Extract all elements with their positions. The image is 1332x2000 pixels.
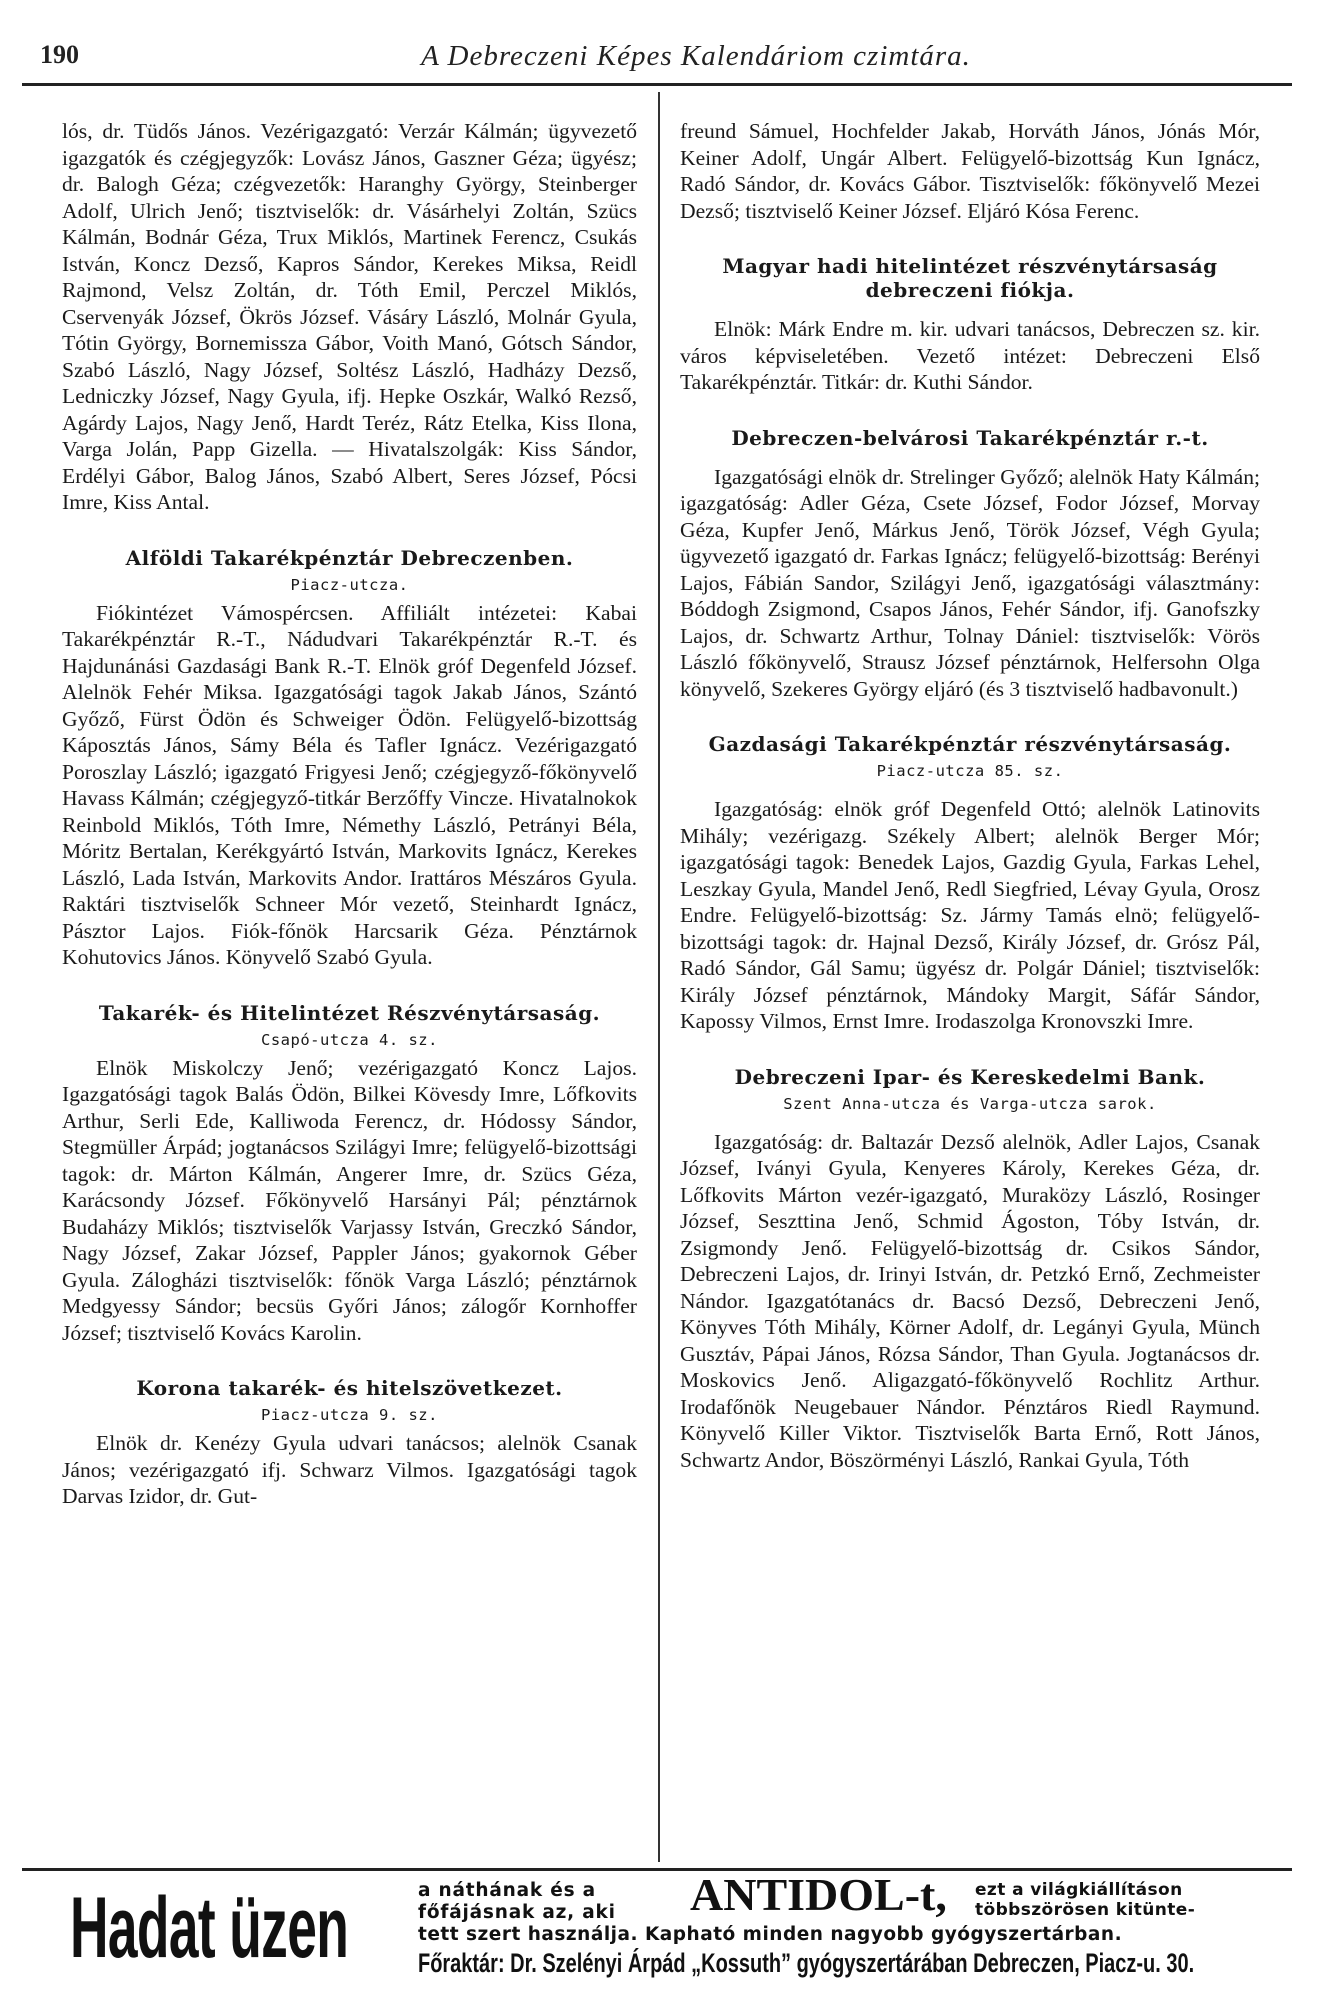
continuation-paragraph: freund Sámuel, Hochfelder Jakab, Horváth János, Jónás Mór, Keiner Adolf, Ungár Albert. Felügyelő-bizottság Kun Ignácz, Radó Sándor, dr. Kovács Gábor. Tisztviselők: főkönyvelő Mezei Dezső; tisztviselő Keiner József. Eljáró Kósa Ferenc. [680, 119, 1260, 223]
section-text: Fiókintézet Vámospércsen. Affiliált intézetei: Kabai Takarékpénztár R.-T., Nádudvari Takarékpénztár R.-T. és Hajdunánási Gazdasági Bank R.-T. Elnök gróf Degenfeld József. Alelnök Fehér Miksa. Igazgatósági tagok Jakab János, Szántó Győző, Fürst Ödön és Schweiger Ödön. Felügyelő-bizottság Káposztás János, Sámy Béla és Tafler Ignácz. Vezérigazgató Poroszlay László; igazgató Frigyesi Jenő; czégjegyző-főkönyvelő Havass Kálmán; czégjegyző-titkár Berzőffy Vincze. Hivatalnokok Reinbold Miklós, Tóth Imre, Némethy László, Petrányi Béla, Móritz Bertalan, Kerékgyártó István, Markovits Ignácz, Kerekes László, Lada István, Markovits Andor. Irattáros Mészáros Gyula. Raktári tisztviselők Schneer Mór vezető, Steinhardt Ignácz, Pásztor Lajos. Fiók-főnök Harcsarik Géza. Pénztárnok Kohutovics János. Könyvelő Szabó Gyula. [62, 600, 637, 969]
section-title: Debreczen-belvárosi Takarékpénztár r.-t. [731, 425, 1209, 450]
ad-text-left [418, 1880, 658, 1924]
ad-depot-address: Főraktár: Dr. Szelényi Árpád „Kossuth” gyógyszertárában Debreczen, Piacz-u. 30. [418, 1948, 1195, 1978]
page-number: 190 [40, 40, 79, 69]
section-magyar-hadi-hitelintezet [680, 254, 1260, 396]
section-belvarosi-takarekpenztar [680, 426, 1260, 703]
section-address: Piacz-utcza 9. sz. [261, 1406, 438, 1424]
ad-line-2: főfájásnak az, aki [418, 1902, 616, 1923]
section-title: Gazdasági Takarékpénztár részvénytársaság. [708, 732, 1232, 756]
section-title: Korona takarék- és hitelszövetkezet. [136, 1376, 563, 1400]
header-rule [22, 83, 1292, 86]
section-text: Igazgatóság: dr. Baltazár Dezső alelnök, Adler Lajos, Csanak József, Iványi Gyula, Kenyeres Károly, Kerekes Géza, dr. Lőfkovits Márton vezér-igazgató, Muraközy László, Rosinger József, Seszttina Jenő, Schmid Ágoston, Tóby István, dr. Zsigmondy Jenő. Felügyelő-bizottság dr. Csikos Sándor, Debreczeni Lajos, dr. Irinyi István, dr. Petzkó Ernő, Zechmeister Nándor. Igazgatótanács dr. Bacsó Dezső, Debreczeni Jenő, Könyves Tóth Mihály, Körner Adolf, dr. Legányi Gyula, Münch Gusztáv, Pápai János, Rózsa Sándor, Than Gyula. Jogtanácsos dr. Moskovics Jenő. Aligazgató-főkönyvelő Rochlitz Arthur. Irodafőnök Neugebauer Nándor. Pénztáros Riedl Raymund. Könyvelő Killer Viktor. Tisztviselők Barta Ernő, Rott János, Schwartz Andor, Böszörményi László, Rankai Gyula, Tóth [680, 1129, 1260, 1472]
section-title: Takarék- és Hitelintézet Részvénytársaság. [98, 1000, 601, 1025]
section-ipar-es-kereskedelmi-bank [680, 1065, 1260, 1474]
section-address: Piacz-utcza 85. sz. [876, 762, 1064, 780]
section-text: Igazgatóság: elnök gróf Degenfeld Ottó; alelnök Latinovits Mihály; vezérigazg. Székely Albert; alelnök Berger Mór; igazgatósági tagok: Benedek Lajos, Gazdig Gyula, Farkas Lehel, Leszkay Gyula, Mandel Jenő, Redl Siegfried, Lévay Gyula, Orosz Endre. Felügyelő-bizottság: Sz. Jármy Tamás elnö; felügyelő-bizottsági tagok: dr. Hajnal Dezső, Király József, dr. Grósz Pál, Radó Sándor, Gál Samu; ügyész dr. Polgár Dániel; tisztviselők: Király József pénztárnok, Mándoky Margit, Sáfár Sándor, Kapossy Vilmos, Ernst Imre. Irodaszolga Kronovszki Imre. [680, 797, 1260, 1033]
advertisement-rule [22, 1868, 1292, 1871]
section-takarek-es-hitelintezet [62, 1001, 637, 1347]
antidol-advertisement [0, 1869, 1332, 1980]
section-address: Piacz-utcza. [290, 575, 409, 594]
running-title: A Debreczeni Képes Kalendáriom czimtára. [421, 40, 971, 72]
section-text: Igazgatósági elnök dr. Strelinger Győző; alelnök Haty Kálmán; igazgatóság: Adler Géza, Csete József, Fodor József, Morvay Géza, Kupfer Jenő, Márkus Jenő, Török József, Végh Gyula; ügyvezető igazgató dr. Farkas Ignácz; felügyelő-bizottság: Berényi Lajos, Fábián Sandor, Szilágyi Jenő, igazgatósági választmány: Bóddogh Zsigmond, Csapos János, Fehér Sándor, ifj. Ganofszky Lajos, dr. Schwartz Arthur, Tolnay Dániel: tisztviselők: Vörös László főkönyvelő, Strausz József pénztárnok, Helfersohn Olga könyvelő, Szekeres György eljáró (és 3 tisztviselő hadbavonult.) [680, 464, 1260, 701]
continuation-paragraph: lós, dr. Tüdős János. Vezérigazgató: Verzár Kálmán; ügyvezető igazgatók és czégjegyzők: Lovász János, Gaszner Géza; ügyész; dr. Balogh Géza; czégvezetők: Haranghy György, Steinberger Adolf, Ulrich Jenő; tisztviselők: dr. Vásárhelyi Zoltán, Szücs Kálmán, Bodnár Géza, Trux Miklós, Martinek Ferencz, Csukás István, Koncz Dezső, Kapros Sándor, Kerekes Miksa, Reidl Rajmond, Velsz Zoltán, dr. Tóth Emil, Perczel Miklós, Cservenyák József, Ökrös József. Vásáry László, Molnár Gyula, Tótin György, Bornemissza Gábor, Voith Manó, Gótsch Sándor, Szabó László, Nagy József, Soltész László, Hadházy Dezső, Ledniczky József, Nagy Gyula, ifj. Hepke Oszkár, Walkó Rezső, Agárdy Lajos, Nagy Jenő, Hardt Teréz, Rátz Etelka, Kiss Ilona, Varga Jolán, Papp Gizella. — Hivatalszolgák: Kiss Sándor, Erdélyi Gábor, Balog János, Szabó Albert, Seres József, Pócsi Imre, Kiss Antal. [62, 119, 637, 514]
column-divider [658, 92, 660, 1862]
section-gazdasagi-takarekpenztar [680, 732, 1260, 1035]
section-title: Magyar hadi hitelintézet részvénytársaság debreczeni fiókja. [722, 254, 1218, 302]
left-column [62, 118, 637, 1510]
section-text: Elnök dr. Kenézy Gyula udvari tanácsos; alelnök Csanak János; vezérigazgató ifj. Schwarz Vilmos. Igazgatósági tagok Darvas Izidor, dr. Gut- [62, 1431, 637, 1508]
ad-line-3: tett szert használja. Kapható minden nagyobb gyógyszertárban. [418, 1924, 1123, 1945]
ad-slogan: Hadat üzen [70, 1880, 349, 1976]
ad-brand-note-2: többszörösen kitünte- [975, 1900, 1196, 1920]
section-alfoldi-takarekpenztar [62, 546, 637, 971]
ad-brand-note-1: ezt a világkiállításon [975, 1880, 1183, 1900]
section-text: Elnök Miskolczy Jenő; vezérigazgató Koncz Lajos. Igazgatósági tagok Balás Ödön, Bilkei Kövesdy Imre, Lőfkovits Arthur, Serli Ede, Kalliwoda Ferencz, dr. Hódossy Sándor, Stegmüller Árpád; jogtanácsos Szilágyi Imre; felügyelő-bizottsági tagok: dr. Márton Kálmán, Angerer Imre, dr. Szücs Géza, Karácsondy József. Főkönyvelő Harsányi Pál; pénztárnok Budaházy Miklós; tisztviselők Varjassy István, Greczkó Sándor, Nagy József, Zakar József, Pappler János; gyakornok Géber Gyula. Zálogházi tisztviselők: főnök Varga László; pénztárnok Medgyessy Sándor; becsüs Győri János; zálogőr Kornhoffer József; tisztviselő Kovács Karolin. [62, 1055, 637, 1345]
section-korona-szovetkezet [62, 1376, 637, 1510]
ad-line-1: a náthának és a [418, 1880, 596, 1901]
right-column [680, 118, 1260, 1473]
section-address: Csapó-utcza 4. sz. [261, 1030, 438, 1049]
ad-brand-name: ANTIDOL-t, [690, 1869, 947, 1920]
section-address: Szent Anna-utcza és Varga-utcza sarok. [783, 1094, 1157, 1113]
section-title: Alföldi Takarékpénztár Debreczenben. [125, 545, 574, 570]
ad-text-right [975, 1880, 1275, 1920]
section-title: Debreczeni Ipar- és Kereskedelmi Bank. [734, 1064, 1206, 1089]
section-text: Elnök: Márk Endre m. kir. udvari tanácsos, Debreczen sz. kir. város képviseletében. Vezető intézet: Debreczeni Első Takarékpénztár. Titkár: dr. Kuthi Sándor. [680, 317, 1260, 394]
